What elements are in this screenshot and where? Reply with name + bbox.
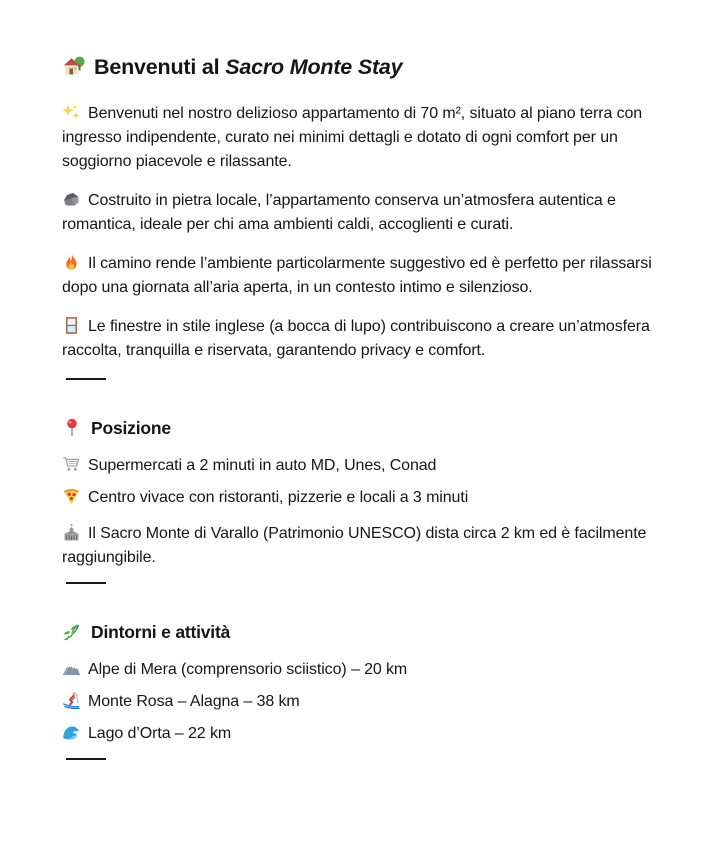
round-pushpin-icon [62,418,82,438]
list-item [62,454,664,478]
section-divider [66,758,106,760]
page-title-prefix: Benvenuti al [94,55,220,79]
rock-icon [62,190,81,209]
pizza-icon [62,487,81,506]
window-icon [62,316,81,335]
intro-paragraph [62,315,664,363]
section-heading-posizione [62,416,664,440]
list-item-text: Supermercati a 2 minuti in auto MD, Unes, Conad [88,457,437,474]
section-heading-text: Dintorni e attività [91,622,231,642]
intro-paragraph-text: Costruito in pietra locale, l’appartamento conserva un’atmosfera autentica e romantica, ideale per chi ama ambienti caldi, accoglienti e curati. [62,192,616,233]
fire-icon [62,253,81,272]
intro-paragraph [62,252,664,300]
herb-icon [62,622,82,642]
list-item [62,486,664,510]
skier-icon [62,691,81,710]
page-title-name: Sacro Monte Stay [225,55,403,79]
section-divider [66,582,106,584]
list-item [62,658,664,682]
intro-paragraph-text: Le finestre in stile inglese (a bocca di lupo) contribuiscono a creare un’atmosfera raccolta, tranquilla e riservata, garantendo privacy e comfort. [62,318,650,359]
list-item-text: Il Sacro Monte di Varallo (Patrimonio UNESCO) dista circa 2 km ed è facilmente raggiungibile. [62,525,647,566]
intro-paragraph [62,102,664,174]
sparkles-icon [62,103,81,122]
section-heading-dintorni [62,620,664,644]
list-item-text: Lago d’Orta – 22 km [88,725,232,742]
page-title [62,54,664,80]
house-with-garden-icon [62,54,86,78]
list-item-text: Alpe di Mera (comprensorio sciistico) – 20 km [88,661,408,678]
list-item [62,522,664,570]
list-item-text: Monte Rosa – Alagna – 38 km [88,693,300,710]
list-item-text: Centro vivace con ristoranti, pizzerie e locali a 3 minuti [88,489,469,506]
snow-capped-mountain-icon [62,659,81,678]
list-item [62,690,664,714]
church-icon [62,523,81,542]
list-item [62,722,664,746]
water-wave-icon [62,723,81,742]
section-divider [66,378,106,380]
intro-paragraph-text: Benvenuti nel nostro delizioso appartamento di 70 m², situato al piano terra con ingresso indipendente, curato nei minimi dettagli e dotato di ogni comfort per un soggiorno piacevole e rilassante. [62,105,643,170]
shopping-cart-icon [62,455,81,474]
section-heading-text: Posizione [91,418,171,438]
intro-paragraph-text: Il camino rende l’ambiente particolarmente suggestivo ed è perfetto per rilassarsi dopo una giornata all’aria aperta, in un contesto intimo e silenzioso. [62,255,652,296]
intro-paragraph [62,189,664,237]
